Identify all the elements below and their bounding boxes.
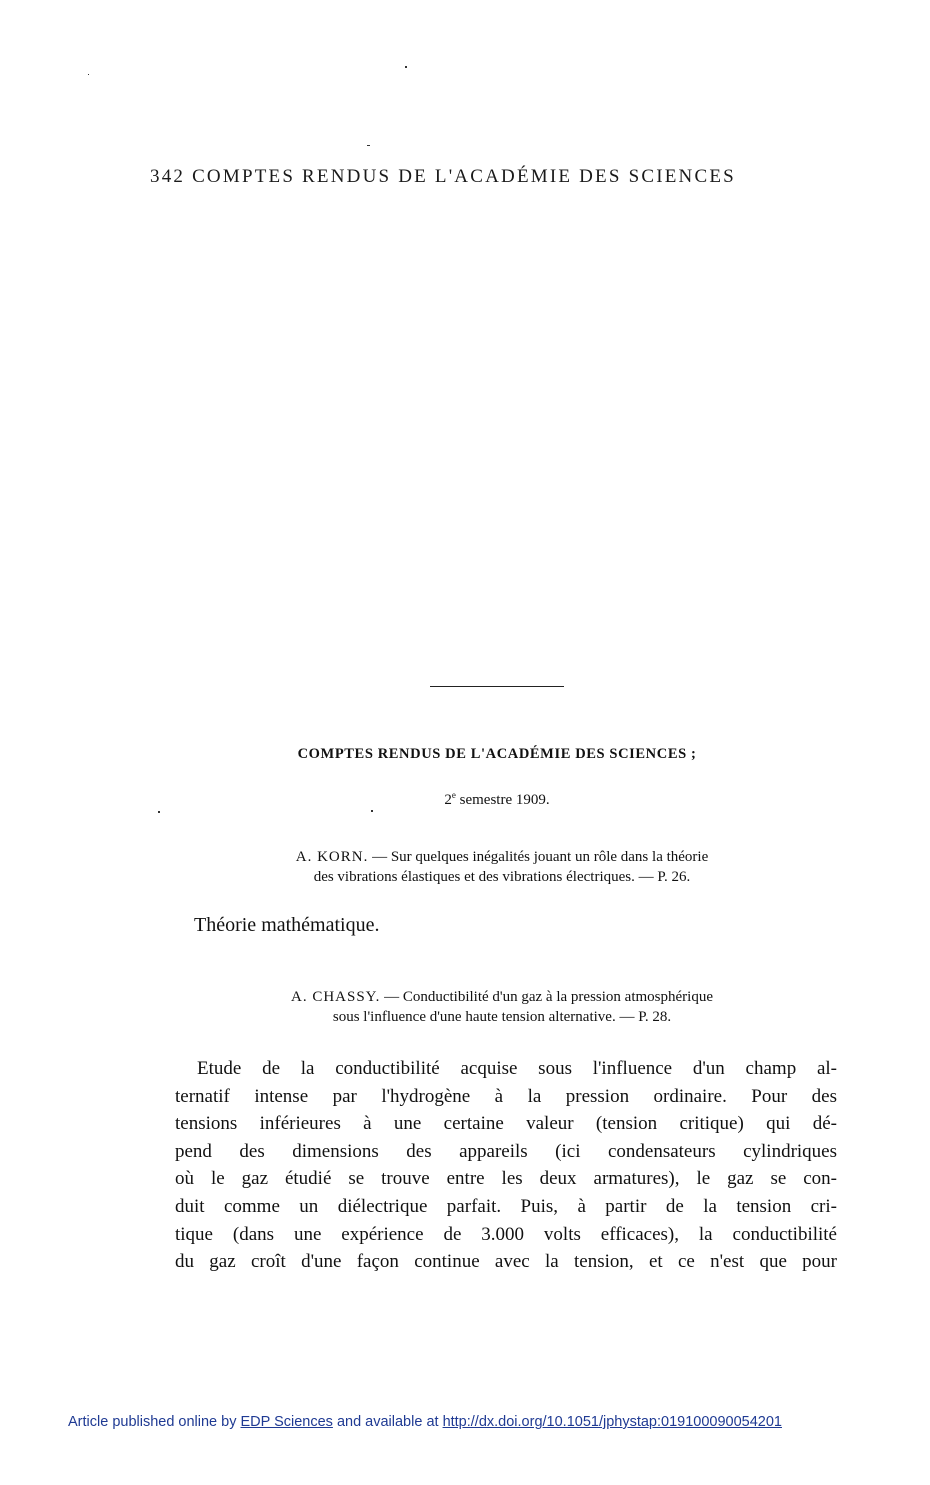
paragraph-line: duit comme un diélectrique parfait. Puis, à partir de la tension cri-: [175, 1195, 837, 1217]
bibliography-entry: [160, 987, 844, 1027]
footer-middle: and available at: [336, 1414, 439, 1430]
paragraph-line: ternatif intense par l'hydrogène à la pression ordinaire. Pour des: [175, 1085, 837, 1107]
section-title: COMPTES RENDUS DE L'ACADÉMIE DES SCIENCES ;: [297, 746, 697, 762]
entry-title-part: — Sur quelques inégalités jouant un rôle dans la théorie: [372, 849, 709, 865]
subject-heading: Théorie mathématique.: [194, 914, 380, 936]
paragraph-line: pend des dimensions des appareils (ici condensateurs cylindriques: [175, 1140, 837, 1162]
page-number: 342: [150, 166, 186, 187]
semester-suffix: e: [451, 790, 456, 800]
footer-prefix: Article published online by: [68, 1414, 237, 1430]
scan-speck: [158, 811, 160, 813]
publisher-link[interactable]: EDP Sciences: [240, 1414, 333, 1430]
running-header: [150, 166, 790, 188]
entry-line: [160, 847, 844, 867]
scan-speck: [367, 145, 370, 146]
bibliography-entry: [160, 847, 844, 887]
scan-speck: [405, 66, 407, 68]
paragraph-line: du gaz croît d'une façon continue avec la tension, et ce n'est que pour: [175, 1251, 837, 1273]
scan-speck: [371, 810, 373, 812]
entry-line: des vibrations élastiques et des vibrations électriques. — P. 26.: [313, 869, 691, 885]
paragraph-line: Etude de la conductibilité acquise sous l'influence d'un champ al-: [197, 1058, 837, 1079]
paragraph-line: tensions inférieures à une certaine valeur (tension critique) qui dé-: [175, 1113, 837, 1135]
scan-speck: [88, 74, 89, 75]
semester-line: [0, 790, 930, 809]
semester-text: semestre 1909.: [459, 792, 550, 808]
entry-line: sous l'influence d'une haute tension alternative. — P. 28.: [332, 1009, 672, 1025]
doi-link[interactable]: http://dx.doi.org/10.1051/jphystap:019100090054201: [442, 1414, 782, 1430]
running-title: COMPTES RENDUS DE L'ACADÉMIE DES SCIENCES: [192, 166, 736, 187]
section-divider: [430, 686, 564, 687]
paragraph-line: tique (dans une expérience de 3.000 volts efficaces), la conductibilité: [175, 1223, 837, 1245]
semester-number: 2: [444, 792, 452, 808]
entry-author: A. KORN.: [295, 849, 369, 865]
entry-title-part: — Conductibilité d'un gaz à la pression atmosphérique: [384, 989, 713, 1005]
abstract-paragraph: [175, 1055, 837, 1276]
entry-line: [160, 987, 844, 1007]
paragraph-line: où le gaz étudié se trouve entre les deux armatures), le gaz se con-: [175, 1168, 837, 1190]
publication-footer: [68, 1414, 782, 1430]
entry-author: A. CHASSY.: [291, 989, 381, 1005]
